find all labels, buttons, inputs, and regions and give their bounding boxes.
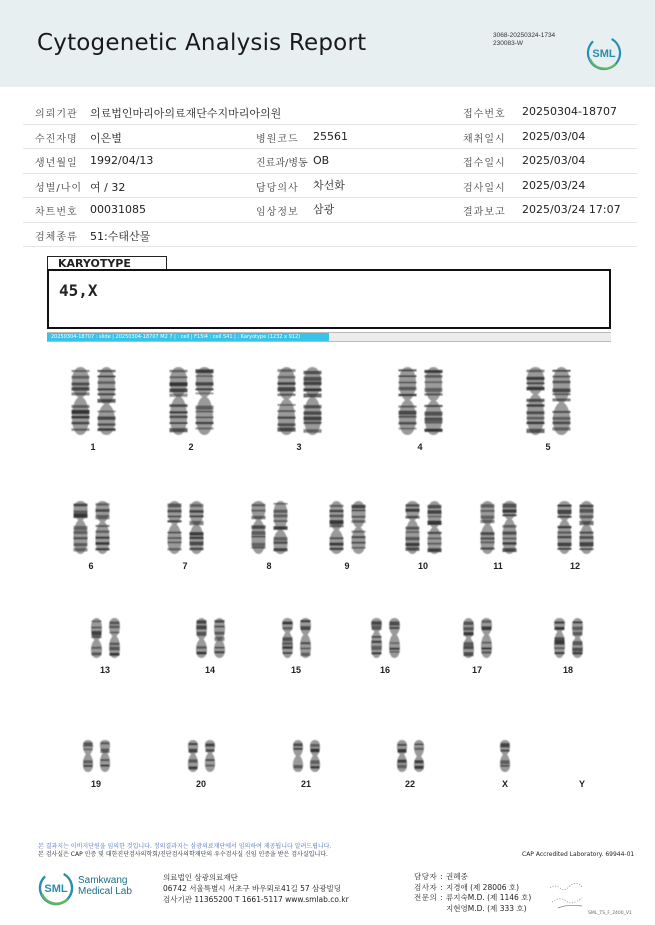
- label-accession-number: 접수번호: [463, 109, 506, 120]
- value-received-date: 2025/03/04: [522, 154, 586, 167]
- label-chart-number: 차트번호: [35, 207, 78, 218]
- cap-accreditation: CAP Accredited Laboratory. 69944-01: [522, 851, 635, 858]
- label-received-date: 접수일시: [463, 158, 506, 169]
- chromosome-label-5: 5: [545, 442, 551, 452]
- chromosome-8: [250, 500, 289, 555]
- chromosome-label-21: 21: [300, 779, 312, 789]
- info-row: [23, 198, 637, 223]
- chromosome-label-7: 7: [182, 561, 188, 571]
- chromosome-15: [281, 617, 312, 659]
- label-report-date: 결과보고: [463, 207, 506, 218]
- chromosome-label-X: X: [501, 779, 509, 789]
- chromosome-12: [556, 500, 595, 555]
- chromosome-label-3: 3: [296, 442, 302, 452]
- value-report-date: 2025/03/24 17:07: [522, 203, 621, 216]
- info-row: [23, 125, 637, 150]
- label-specimen-type: 검체종류: [35, 231, 78, 243]
- chromosome-label-17: 17: [471, 665, 483, 675]
- footer-address: 의료법인 삼광의료재단 06742 서울특별시 서초구 바우뫼로41길 57 삼광빌딩 검사기관 11365200 T 1661-5117 www.smlab.co.kr: [163, 873, 349, 904]
- chromosome-label-15: 15: [290, 665, 302, 675]
- label-sex-age: 성별/나이: [35, 182, 83, 194]
- karyotype-result: 45,X: [59, 281, 98, 300]
- report-title: Cytogenetic Analysis Report: [37, 30, 367, 56]
- chromosome-13: [90, 617, 121, 659]
- chromosome-14: [195, 617, 226, 659]
- info-row: [23, 100, 637, 125]
- chromosome-16: [370, 617, 401, 659]
- chromosome-label-9: 9: [344, 561, 350, 571]
- label-clinical-info: 임상정보: [256, 207, 299, 218]
- label-physician: 담당의사: [256, 182, 299, 194]
- chromosome-label-6: 6: [88, 561, 94, 571]
- sml-footer-logo-icon: [37, 869, 75, 907]
- chromosome-label-13: 13: [99, 665, 111, 675]
- image-caption: 20250304-18707 : slide | 20250304-18707 M2 7 | : cell | F15i4 : cell 541 | : Karyotype (1232 x 912): [47, 333, 329, 341]
- chromosome-label-18: 18: [562, 665, 574, 675]
- form-code: SML_TS_F_2400_V1: [588, 911, 632, 916]
- karyogram: [0, 345, 655, 805]
- chromosome-10: [404, 500, 443, 555]
- value-patient-name: 이은별: [90, 131, 122, 145]
- staff-row: 지현영M.D. (제 333 호): [446, 903, 527, 913]
- image-caption-bar: [47, 332, 611, 342]
- value-collection-date: 2025/03/04: [522, 129, 586, 143]
- chromosome-6: [72, 500, 111, 555]
- value-requesting-institution: 의료법인마리아의료재단수지마리아의원: [90, 107, 282, 120]
- karyotype-result-box: [47, 269, 611, 329]
- chromosome-18: [553, 617, 584, 659]
- chromosome-17: [462, 617, 493, 659]
- label-requesting-institution: 의뢰기관: [35, 109, 78, 120]
- label-birth-date: 생년월일: [35, 158, 78, 169]
- label-department: 진료과/병동: [256, 158, 308, 169]
- footer-brand: Samkwang Medical Lab: [78, 875, 132, 897]
- chromosome-label-12: 12: [569, 561, 581, 571]
- info-row: [23, 174, 637, 199]
- footer-note-2: 본 검사실은 CAP 인증 및 대한진단검사의학회/진단검사의학재단의 우수검사실 신임 인증을 받은 검사실입니다.: [38, 851, 328, 858]
- info-row: [23, 149, 637, 174]
- chromosome-21: [292, 739, 321, 773]
- value-hospital-code: 25561: [313, 129, 348, 143]
- label-test-date: 검사일시: [463, 182, 506, 194]
- report-header: [0, 0, 655, 87]
- staff-row: 전문의 : 류지숙M.D. (제 1146 호): [414, 893, 532, 902]
- chromosome-2: [168, 366, 215, 436]
- value-clinical-info: 삼광: [313, 203, 335, 216]
- value-sex-age: 여 / 32: [90, 180, 126, 194]
- info-row: [23, 223, 637, 248]
- chromosome-label-16: 16: [379, 665, 391, 675]
- label-collection-date: 채취일시: [463, 133, 506, 145]
- value-birth-date: 1992/04/13: [90, 154, 154, 167]
- chromosome-5: [525, 366, 572, 436]
- value-chart-number: 00031085: [90, 203, 146, 216]
- report-id: 3068-20250324-1734 230083-W: [493, 32, 556, 47]
- chromosome-label-10: 10: [417, 561, 429, 571]
- chromosome-4: [397, 366, 444, 436]
- label-patient-name: 수진자명: [35, 133, 78, 145]
- value-test-date: 2025/03/24: [522, 178, 586, 192]
- chromosome-1: [70, 366, 117, 436]
- value-accession-number: 20250304-18707: [522, 105, 617, 118]
- chromosome-19: [82, 739, 111, 773]
- chromosome-3: [276, 366, 323, 436]
- chromosome-11: [479, 500, 518, 555]
- value-physician: 차선화: [313, 178, 345, 192]
- staff-row: 담당자 : 권혜중: [414, 872, 468, 881]
- chromosome-label-8: 8: [266, 561, 272, 571]
- signature-icon: [548, 880, 588, 912]
- chromosome-label-1: 1: [90, 442, 96, 452]
- sml-logo-icon: [586, 35, 622, 71]
- svg-text:SML: SML: [44, 883, 68, 895]
- chromosome-label-19: 19: [90, 779, 102, 789]
- patient-info-table: [23, 100, 637, 247]
- chromosome-22: [396, 739, 425, 773]
- chromosome-label-4: 4: [417, 442, 423, 452]
- chromosome-9: [328, 500, 367, 555]
- value-specimen-type: 51:수태산물: [90, 229, 151, 243]
- chromosome-label-22: 22: [404, 779, 416, 789]
- chromosome-X: [499, 739, 511, 773]
- value-department: OB: [313, 154, 330, 167]
- chromosome-label-Y: Y: [578, 779, 586, 789]
- chromosome-7: [166, 500, 205, 555]
- chromosome-label-11: 11: [493, 561, 503, 571]
- footer-staff: [414, 872, 531, 914]
- chromosome-label-14: 14: [204, 665, 216, 675]
- svg-text:SML: SML: [592, 48, 616, 60]
- chromosome-label-2: 2: [188, 442, 194, 452]
- chromosome-label-20: 20: [195, 779, 207, 789]
- staff-row: 검사자 : 지경애 (제 28006 호): [414, 882, 520, 892]
- chromosome-20: [187, 739, 216, 773]
- footer-note-1: 본 결과지는 이비지단원을 임의한 것입니다. 정의결과지는 삼광의료재단에서 임의하여 제공됩니다 알려드립니다.: [38, 843, 332, 850]
- label-hospital-code: 병원코드: [256, 133, 299, 145]
- karyotype-tab-label: KARYOTYPE: [47, 256, 167, 269]
